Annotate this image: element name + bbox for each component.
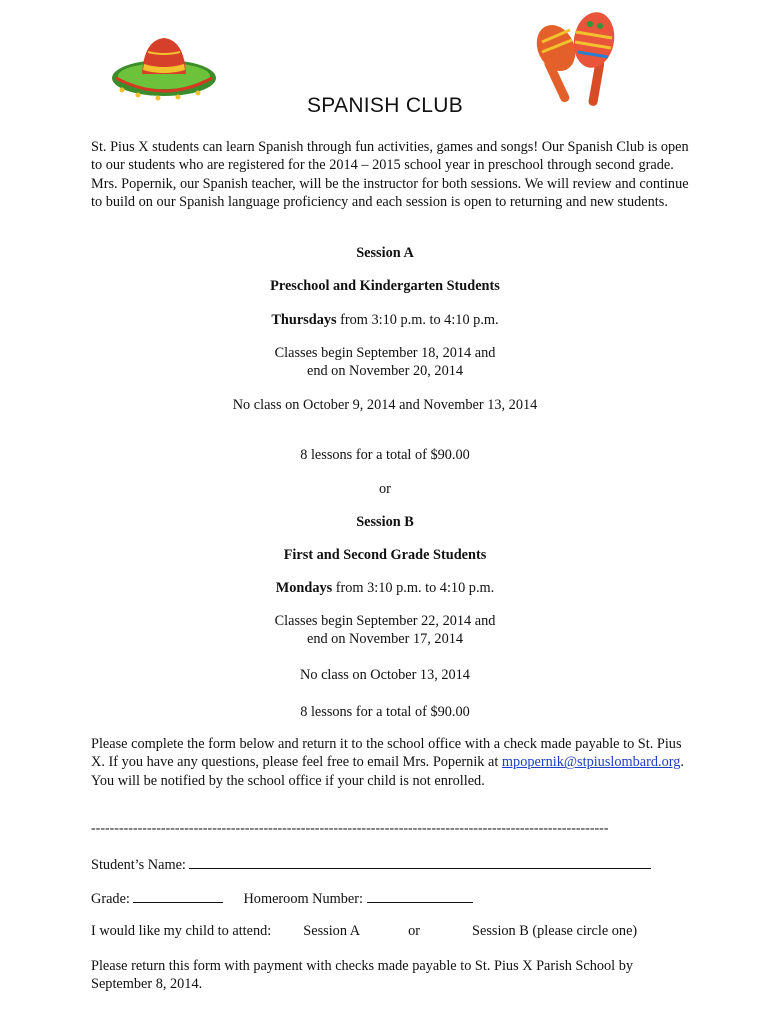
closing-text-1: Please complete the form below and return it to the school office with a check made payable to St. Pius X. If you have any questions, please feel free to email Mrs. Popernik at bbox=[91, 736, 682, 771]
page-title: SPANISH CLUB bbox=[306, 94, 464, 117]
closing-paragraph bbox=[91, 735, 691, 790]
session-b-time: from 3:10 p.m. to 4:10 p.m. bbox=[332, 580, 495, 596]
student-name-row bbox=[91, 854, 651, 874]
or-separator: or bbox=[379, 481, 391, 497]
email-link[interactable]: mpopernik@stpiuslombard.org bbox=[501, 754, 681, 771]
session-a-lessons: 8 lessons for a total of $90.00 bbox=[300, 447, 470, 463]
closing-text-2: . You will be notified by the school office if your child is not enrolled. bbox=[91, 754, 684, 789]
student-name-field[interactable] bbox=[189, 854, 651, 869]
session-b-schedule bbox=[0, 579, 770, 597]
grade-row bbox=[91, 888, 473, 908]
option-session-b[interactable]: Session B (please circle one) bbox=[472, 923, 638, 939]
cut-line: --------------------------------------------------------------------------------------------------------------- bbox=[91, 821, 609, 836]
option-or: or bbox=[408, 923, 421, 939]
session-b-audience: First and Second Grade Students bbox=[283, 547, 487, 563]
session-b-heading: Session B bbox=[356, 514, 414, 530]
footer-paragraph: Please return this form with payment with checks made payable to St. Pius X Parish School by September 8, 2014. bbox=[91, 958, 634, 993]
session-b-lessons: 8 lessons for a total of $90.00 bbox=[300, 704, 470, 720]
attend-label: I would like my child to attend: bbox=[91, 923, 272, 939]
session-a-end: end on November 20, 2014 bbox=[306, 363, 464, 379]
session-b-day: Mondays bbox=[275, 580, 333, 596]
homeroom-label: Homeroom Number: bbox=[243, 891, 367, 907]
session-a-day: Thursdays bbox=[271, 312, 337, 328]
sombrero-icon bbox=[108, 30, 220, 102]
session-a-time: from 3:10 p.m. to 4:10 p.m. bbox=[336, 312, 499, 328]
session-a-audience: Preschool and Kindergarten Students bbox=[270, 278, 500, 294]
session-b-begin: Classes begin September 22, 2014 and bbox=[274, 613, 496, 629]
session-a-begin: Classes begin September 18, 2014 and bbox=[274, 345, 496, 361]
option-session-a[interactable]: Session A bbox=[303, 923, 361, 939]
grade-label: Grade: bbox=[91, 891, 134, 907]
grade-field[interactable] bbox=[133, 888, 223, 903]
session-b-end: end on November 17, 2014 bbox=[306, 631, 464, 647]
session-b-no-class: No class on October 13, 2014 bbox=[300, 667, 470, 683]
session-a-no-class: No class on October 9, 2014 and November 13, 2014 bbox=[232, 397, 538, 413]
attend-row bbox=[91, 922, 637, 940]
session-a-schedule bbox=[0, 311, 770, 329]
session-a-heading: Session A bbox=[356, 245, 414, 261]
homeroom-field[interactable] bbox=[367, 888, 473, 903]
intro-paragraph: St. Pius X students can learn Spanish through fun activities, games and songs! Our Spanish Club is open to our students who are registered for the 2014 – 2015 school year in preschool through second grade. Mrs. Popernik, our Spanish teacher, will be the instructor for both sessions. We will review and continue to build on our Spanish language proficiency and each session is open to returning and new students. bbox=[91, 139, 689, 211]
student-name-label: Student’s Name: bbox=[91, 857, 190, 873]
